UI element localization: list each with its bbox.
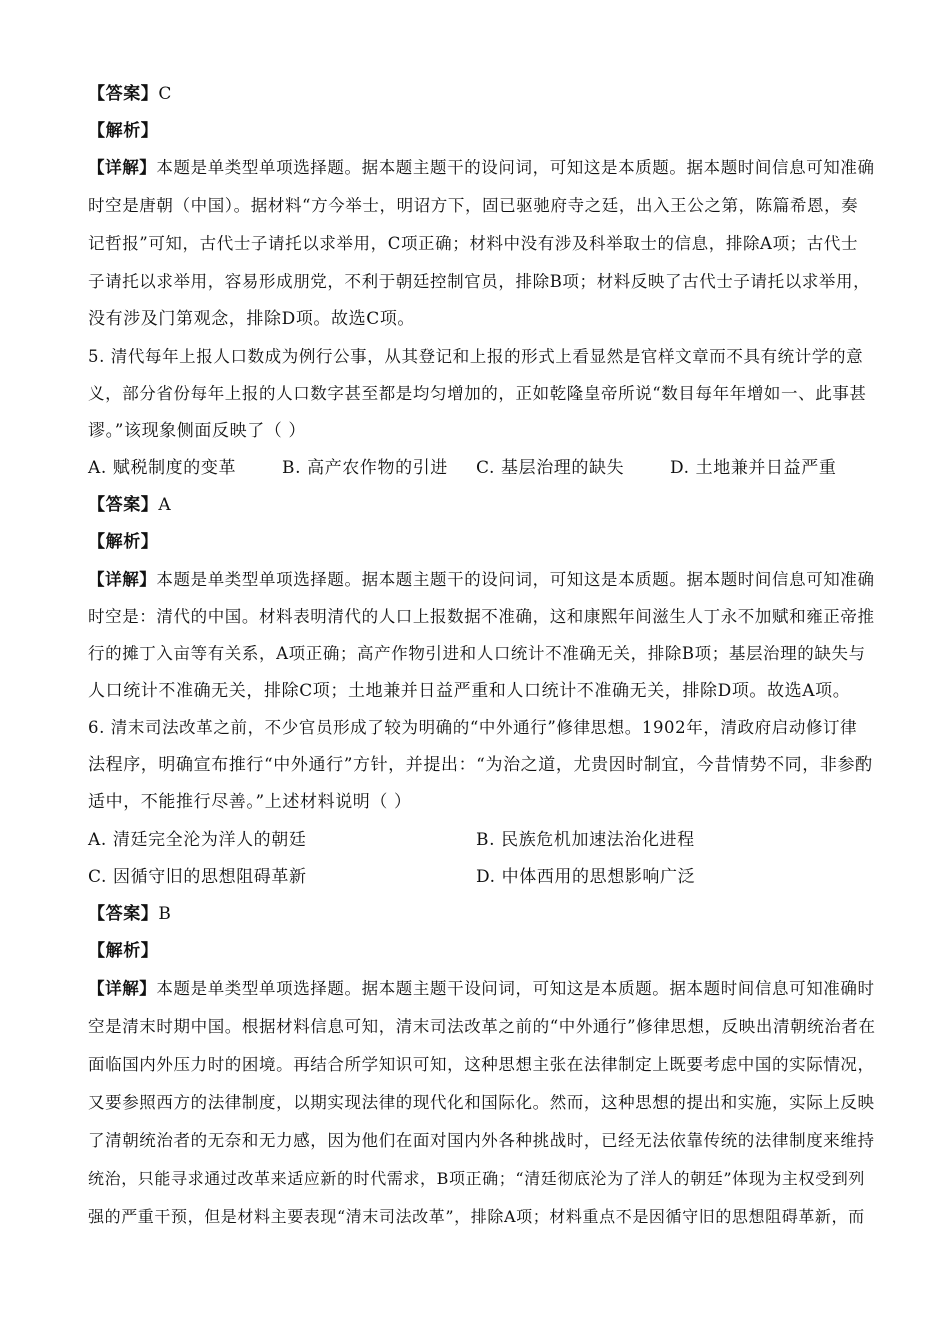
q5-analysis-label: 【解析】 <box>88 532 159 552</box>
answer-label: 【答案】 <box>88 495 159 515</box>
q6-detail-line: 强的严重干预，但是材料主要表现“清末司法改革”，排除A项；材料重点不是因循守旧的思想阻碍革新，而 <box>88 1207 865 1226</box>
q4-answer-line <box>88 83 878 105</box>
q4-detail-line: 子请托以求举用，容易形成朋党，不利于朝廷控制官员，排除B项；材料反映了古代士子请托以求举用， <box>88 272 871 291</box>
q6-detail-line: 【详解】本题是单类型单项选择题。据本题主题干设问词，可知这是本质题。据本题时间信息可知准确时 <box>88 979 875 998</box>
q6-analysis-label: 【解析】 <box>88 941 159 961</box>
answer-value: B <box>158 904 172 924</box>
q6-stem-line: 适中，不能推行尽善。”上述材料说明（ ） <box>88 792 412 812</box>
q5-stem-line: 谬。”该现象侧面反映了（ ） <box>88 421 306 441</box>
answer-value: A <box>158 495 172 515</box>
q6-answer-line <box>88 903 878 925</box>
q6-detail-line: 又要参照西方的法律制度，以期实现法律的现代化和国际化。然而，这种思想的提出和实施，实际上反映 <box>88 1093 875 1112</box>
q5-option-b: B. 高产农作物的引进 <box>282 458 448 478</box>
q4-analysis-label: 【解析】 <box>88 121 159 141</box>
q4-detail-line: 没有涉及门第观念，排除D项。故选C项。 <box>88 309 416 329</box>
q5-answer-line <box>88 494 878 516</box>
q5-detail-line: 【详解】本题是单类型单项选择题。据本题主题干的设问词，可知这是本质题。据本题时间信息可知准确 <box>88 570 875 589</box>
q6-detail-line: 了清朝统治者的无奈和无力感，因为他们在面对国内外各种挑战时，已经无法依靠传统的法律制度来维持 <box>88 1131 875 1150</box>
q6-option-c: C. 因循守旧的思想阻碍革新 <box>88 867 307 887</box>
detail-label: 【详解】 <box>88 570 157 589</box>
q5-detail-line: 行的摊丁入亩等有关系，A项正确；高产作物引进和人口统计不准确无关，排除B项；基层治理的缺失与 <box>88 644 866 663</box>
q6-option-d: D. 中体西用的思想影响广泛 <box>476 867 696 887</box>
q6-option-b: B. 民族危机加速法治化进程 <box>476 830 695 850</box>
q5-option-d: D. 土地兼并日益严重 <box>670 458 837 478</box>
q6-option-a: A. 清廷完全沦为洋人的朝廷 <box>88 830 307 850</box>
q6-detail-line: 面临国内外压力时的困境。再结合所学知识可知，这种思想主张在法律制定上既要考虑中国的实际情况， <box>88 1055 875 1074</box>
q4-detail-line: 时空是唐朝（中国）。据材料“方今举士，明诏方下，固已驱驰府寺之廷，出入王公之第，陈篇希恩，奏 <box>88 196 859 215</box>
q6-detail-line: 统治，只能寻求通过改革来适应新的时代需求，B项正确；“清廷彻底沦为了洋人的朝廷”体现为主权受到列 <box>88 1169 865 1188</box>
q6-stem-line: 法程序，明确宣布推行“中外通行”方针，并提出：“为治之道，尤贵因时制宜，今昔情势不同，非参酌 <box>88 755 873 775</box>
detail-label: 【详解】 <box>88 979 157 998</box>
q5-stem-line: 5. 清代每年上报人口数成为例行公事，从其登记和上报的形式上看显然是官样文章而不具有统计学的意 <box>88 347 864 366</box>
answer-value: C <box>158 84 173 104</box>
q6-stem-line: 6. 清末司法改革之前，不少官员形成了较为明确的“中外通行”修律思想。1902年，清政府启动修订律 <box>88 718 858 737</box>
answer-label: 【答案】 <box>88 84 159 104</box>
q5-option-c: C. 基层治理的缺失 <box>476 458 625 478</box>
q5-stem-line: 义，部分省份每年上报的人口数字甚至都是均匀增加的，正如乾隆皇帝所说“数目每年年增如一、此事甚 <box>88 384 867 403</box>
q4-detail-line: 【详解】本题是单类型单项选择题。据本题主题干的设问词，可知这是本质题。据本题时间信息可知准确 <box>88 158 875 177</box>
q4-detail-line: 记哲报”可知，古代士子请托以求举用，C项正确；材料中没有涉及科举取士的信息，排除A项；古代士 <box>88 234 859 253</box>
answer-label: 【答案】 <box>88 904 159 924</box>
q5-option-a: A. 赋税制度的变革 <box>88 458 237 478</box>
detail-label: 【详解】 <box>88 158 157 177</box>
q5-detail-line: 时空是：清代的中国。材料表明清代的人口上报数据不准确，这和康熙年间滋生人丁永不加赋和雍正帝推 <box>88 607 875 626</box>
q5-detail-line: 人口统计不准确无关，排除C项；土地兼并日益严重和人口统计不准确无关，排除D项。故选A项。 <box>88 681 851 701</box>
q6-detail-line: 空是清末时期中国。根据材料信息可知，清末司法改革之前的“中外通行”修律思想，反映出清朝统治者在 <box>88 1017 876 1036</box>
